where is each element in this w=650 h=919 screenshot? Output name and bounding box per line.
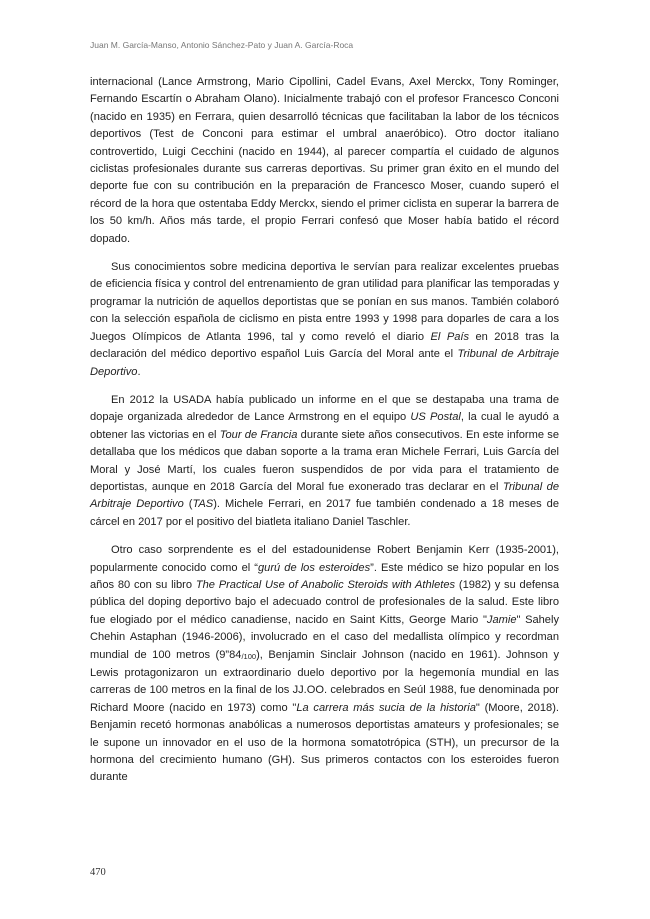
newspaper-title: El País [430,330,470,343]
paragraph-1 [90,74,559,248]
tribunal-name: Tribunal de Arbitraje Deportivo [90,348,559,378]
paragraph-3 [90,392,559,531]
running-head: Juan M. García-Manso, Antonio Sánchez-Pato y Juan A. García-Roca [90,40,354,50]
time-fraction: /100 [241,651,257,661]
text-run: Sus conocimientos sobre medicina deportiva le servían para realizar excelentes pruebas de eficiencia física y control del entrenamiento de gran utilidad para planificar las temporadas y programar la nutrición de aquellos deportistas que se ponían en sus manos. También colaboró con la selección española de ciclismo en pista entre 1993 y 1998 para doparles de cara a los Juegos Olímpicos de Atlanta 1996, tal y como reveló el diario [90,261,559,343]
race-name: Tour de Francia [219,428,298,441]
text-run: " (Moore, 2018). Benjamin recetó hormonas anabólicas a numerosos deportistas amateurs y profesionales; se le supone un innovador en el uso de la hormona somatotrópica (STH), un precursor de la hormona del crecimiento humano (GH). Sus primeros contactos con los esteroides fueron durante [90,701,559,784]
text-run: (1982) y su defensa pública del doping deportivo bajo el adecuado control de profesionales de la salud. Este libro fue elogiado por el médico canadiense, nacido en Saint Kitts, George Mario " [90,578,560,626]
text-run: ), Benjamin Sinclair Johnson (nacido en 1961). Johnson y Lewis protagonizaron un extraordinario duelo deportivo por la hegemonía mundial en las carreras de 100 metros en la final de los JJ.OO. celebrados en Seúl 1988, fue denominada por Richard Moore (nacido en 1973) como " [90,648,559,714]
text-run: , la cual le ayudó a obtener las victorias en el [90,411,560,441]
text-run: ( [183,498,193,511]
text-run: durante siete años consecutivos. En este informe se detallaba que los médicos que daban soporte a la trama eran Michele Ferrari, Luis García del Moral y José Martí, los cuales fueron suspendidos de por vida para el tratamiento de deportistas, aunque en 2018 García del Moral fue exonerado tras declarar en el [90,428,559,493]
text-run: en 2018 tras la declaración del médico deportivo español Luis García del Moral ante el [90,330,559,361]
text-run: En 2012 la USADA había publicado un informe en el que se destapaba una trama de dopaje organizada alrededor de Lance Armstrong en el equipo [90,393,559,424]
tribunal-acronym: TAS [192,498,214,511]
quoted-title: La carrera más sucia de la historia [296,701,476,714]
paragraph-4 [90,542,559,787]
text-run: ). Michele Ferrari, en 2017 fue también condenado a 18 meses de cárcel en 2017 por el positivo del biatleta italiano Daniel Taschler. [90,498,559,528]
tribunal-name: Tribunal de Arbitraje Deportivo [90,480,559,511]
text-run: . [137,365,141,378]
team-name: US Postal [410,411,461,424]
paragraph-2 [90,259,559,381]
body-text [90,74,559,798]
book-title: The Practical Use of Anabolic Steroids with Athletes [195,578,456,591]
nickname: gurú de los esteroides [258,561,371,574]
text-run: Otro caso sorprendente es el del estadounidense Robert Benjamin Kerr (1935-2001), popularmente conocido como el “ [90,544,559,574]
page-number: 470 [90,867,106,878]
nickname: Jamie [486,613,517,626]
text-run: internacional (Lance Armstrong, Mario Cipollini, Cadel Evans, Axel Merckx, Tony Rominger, Fernando Escartín o Abraham Olano). Inicialmente trabajó con el profesor Francesco Conconi (nacido en 1935) en Ferrara, quien desarrolló técnicas que facilitaban la labor de los técnicos deportivos (Test de Conconi para estimar el umbral anaeróbico). Otro doctor italiano controvertido, Luigi Cecchini (nacido en 1944), al parecer compartía el cuidado de algunos ciclistas profesionales durante sus carreras deportivas. Su primer gran éxito en el mundo del deporte fue con su contribución en la preparación de Francesco Moser, cuando superó el récord de la hora que ostentaba Eddy Merckx, siendo el primer ciclista en superar la barrera de los 50 km/h. Años más tarde, el propio Ferrari confesó que Moser había batido el récord dopado. [90,76,559,245]
text-run: " Sahely Chehin Astaphan (1946-2006), involucrado en el caso del medallista olímpico y recordman mundial de 100 metros (9”84 [90,613,559,661]
text-run: ”. Este médico se hizo popular en los años 80 con su libro [90,561,559,591]
